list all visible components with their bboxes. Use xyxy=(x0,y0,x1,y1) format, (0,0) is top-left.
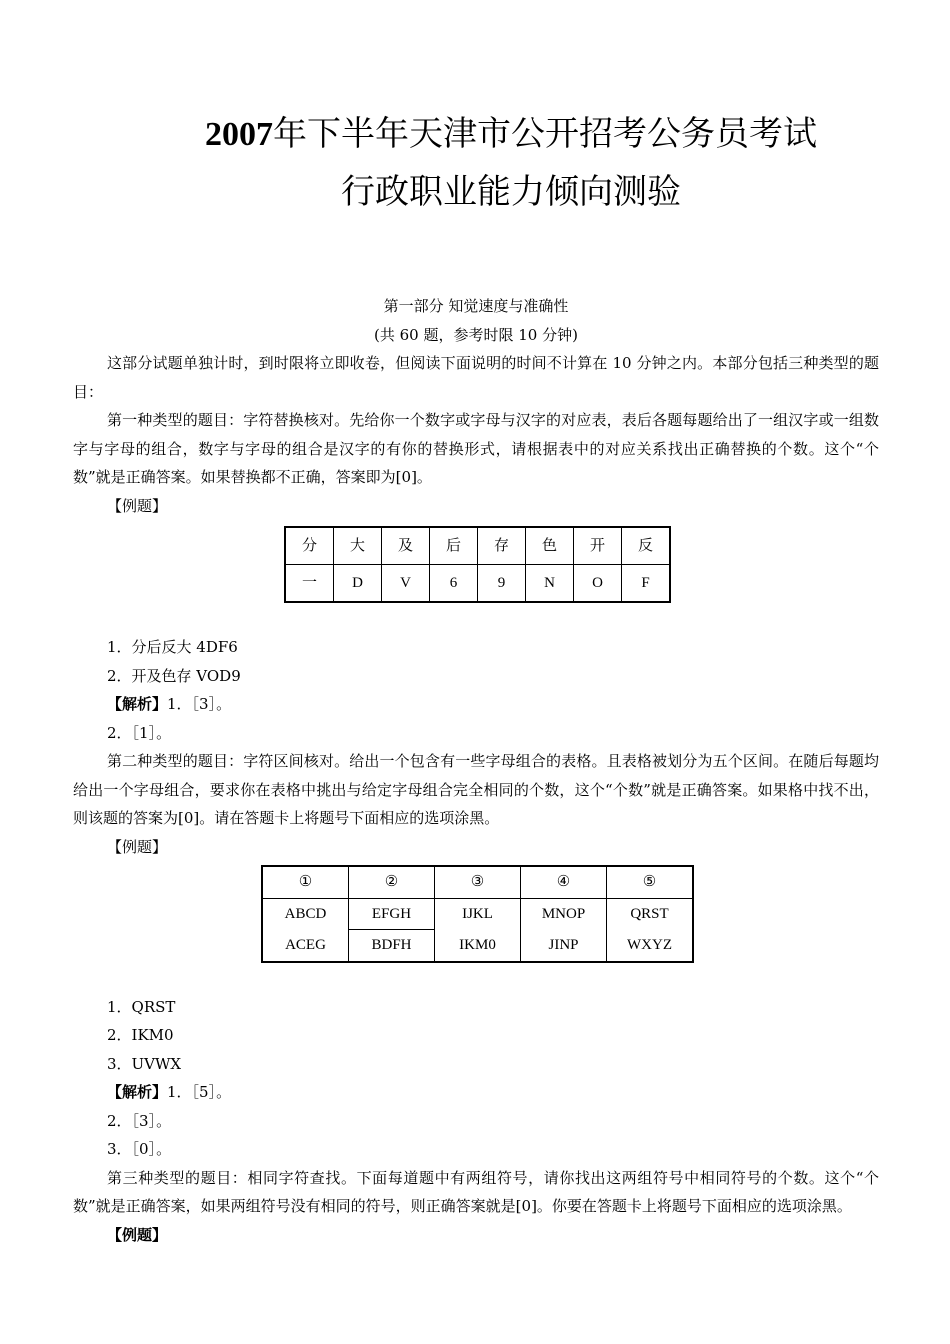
type1-question-2: 2．开及色存 VOD9 xyxy=(107,666,241,685)
table-cell: JINP xyxy=(521,930,607,962)
type2-question-1: 1．QRST xyxy=(107,997,176,1016)
table-header-row xyxy=(262,866,693,898)
type2-answer-2: 2．［3］。 xyxy=(107,1111,172,1130)
table-cell: 9 xyxy=(478,565,526,603)
table-header-cell: ③ xyxy=(435,866,521,898)
type3-example-label: 【例题】 xyxy=(107,1225,168,1244)
table-cell: QRST xyxy=(607,898,694,930)
type2-example-label: 【例题】 xyxy=(107,837,168,856)
answer-label: 【解析】 xyxy=(107,1083,168,1101)
table-header-cell: ④ xyxy=(521,866,607,898)
table-header-cell: ② xyxy=(349,866,435,898)
type2-answer xyxy=(73,1078,879,1107)
table-cell: 6 xyxy=(430,565,478,603)
section-intro: 这部分试题单独计时，到时限将立即收卷，但阅读下面说明的时间不计算在 10 分钟之内。本部分包括三种类型的题目： xyxy=(73,354,879,401)
table-row xyxy=(285,565,670,603)
table-cell: 大 xyxy=(334,527,382,565)
table-cell: 分 xyxy=(285,527,334,565)
type2-question-3: 3．UVWX xyxy=(107,1054,182,1073)
table-cell: IJKL xyxy=(435,898,521,930)
document-body xyxy=(73,292,879,1249)
table-row xyxy=(262,930,693,962)
table-cell: ABCD xyxy=(262,898,349,930)
table-cell: WXYZ xyxy=(607,930,694,962)
answer-text: 1．［5］。 xyxy=(167,1083,232,1101)
section-subheading: (共 60 题，参考时限 10 分钟) xyxy=(374,325,578,344)
table-cell: 及 xyxy=(382,527,430,565)
type3-description: 第三种类型的题目：相同字符查找。下面每道题中有两组符号，请你找出这两组符号中相同符号的个数。这个“个数”就是正确答案，如果两组符号没有相同的符号，则正确答案就是[0]。你要在答题卡上将题号下面相应的选项涂黑。 xyxy=(73,1168,879,1215)
table-cell: 一 xyxy=(285,565,334,603)
type1-example-label: 【例题】 xyxy=(107,496,168,515)
table-cell: BDFH xyxy=(349,930,435,962)
type1-mapping-table xyxy=(284,526,671,603)
table-header-cell: ① xyxy=(262,866,349,898)
type1-answer xyxy=(73,690,879,719)
table-cell: 反 xyxy=(622,527,671,565)
title-year: 2007 xyxy=(205,116,273,153)
table-row xyxy=(262,898,693,930)
table-cell: ACEG xyxy=(262,930,349,962)
table-cell: MNOP xyxy=(521,898,607,930)
table-cell: 色 xyxy=(526,527,574,565)
title-line-1 xyxy=(0,112,950,157)
type1-answer-2: 2．［1］。 xyxy=(107,723,172,742)
answer-text: 1．［3］。 xyxy=(167,695,232,713)
table-cell: F xyxy=(622,565,671,603)
title-line-2: 行政职业能力倾向测验 xyxy=(341,172,681,212)
type1-question-1: 1．分后反大 4DF6 xyxy=(107,638,238,656)
type1-description: 第一种类型的题目：字符替换核对。先给你一个数字或字母与汉字的对应表，表后各题每题给出了一组汉字或一组数字与字母的组合，数字与字母的组合是汉字的有你的替换形式，请根据表中的对应关系找出正确替换的个数。这个“个数”就是正确答案。如果替换都不正确，答案即为[0]。 xyxy=(73,411,879,486)
type2-description: 第二种类型的题目：字符区间核对。给出一个包含有一些字母组合的表格。且表格被划分为五个区间。在随后每题均给出一个字母组合，要求你在表格中挑出与给定字母组合完全相同的个数，这个“个数”就是正确答案。如果格中找不出，则该题的答案为[0]。请在答题卡上将题号下面相应的选项涂黑。 xyxy=(73,752,879,827)
table-cell: 开 xyxy=(574,527,622,565)
table-cell: N xyxy=(526,565,574,603)
section-heading: 第一部分 知觉速度与准确性 xyxy=(383,297,569,315)
table-cell: IKM0 xyxy=(435,930,521,962)
table-cell: 存 xyxy=(478,527,526,565)
table-cell: 后 xyxy=(430,527,478,565)
type2-answer-3: 3．［0］。 xyxy=(107,1140,172,1158)
table-row xyxy=(285,527,670,565)
title-text: 年下半年天津市公开招考公务员考试 xyxy=(273,114,817,154)
table-cell: V xyxy=(382,565,430,603)
table-header-cell: ⑤ xyxy=(607,866,694,898)
table-cell: D xyxy=(334,565,382,603)
table-cell: O xyxy=(574,565,622,603)
type2-interval-table xyxy=(261,865,694,963)
answer-label: 【解析】 xyxy=(107,695,168,713)
table-cell: EFGH xyxy=(349,898,435,930)
type2-question-2: 2．IKM0 xyxy=(107,1026,174,1044)
